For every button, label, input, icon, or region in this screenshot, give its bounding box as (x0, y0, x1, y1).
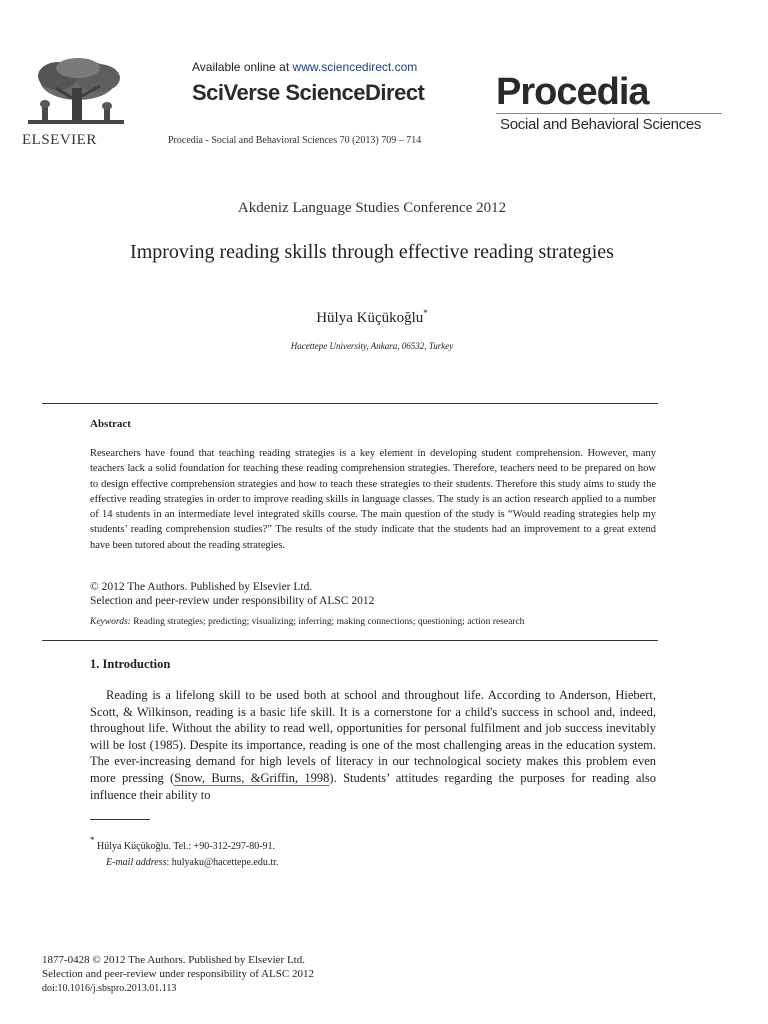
journal-reference: Procedia - Social and Behavioral Sciences 70 (2013) 709 – 714 (168, 135, 422, 146)
footnote-rule (90, 819, 150, 820)
tree-icon (20, 58, 132, 134)
footnote-email (106, 857, 278, 868)
sciencedirect-link[interactable]: www.sciencedirect.com (292, 60, 418, 74)
abstract-bottom-rule (42, 640, 658, 641)
keywords-line (90, 617, 524, 627)
author-footnote-mark[interactable]: * (423, 308, 428, 318)
keywords-label: Keywords: (90, 617, 131, 627)
available-prefix: Available online at (192, 60, 290, 74)
footer-doi[interactable]: doi:10.1016/j.sbspro.2013.01.113 (42, 983, 177, 994)
email-label: E-mail address (106, 857, 167, 868)
footer-peer-review: Selection and peer-review under responsibility of ALSC 2012 (42, 968, 314, 980)
procedia-title: Procedia (496, 71, 649, 113)
procedia-divider (496, 113, 722, 114)
procedia-subtitle: Social and Behavioral Sciences (500, 116, 702, 133)
intro-text-before: Reading is a lifelong skill to be used both at school and throughout life. According to Anderson, Hiebert, Scott, & Wilkinson, reading is a basic life skill. It is a cornerstone for a child's success in school and, indeed, throughout life. Without the ability to read well, opportunities for personal fulfilment and job success inevitably will be lost (1985). Despite its importance, reading is one of the most challenging areas in the education system. The ever-increasing demand for high levels of literacy in our technological society makes this problem even more pressing ( (90, 688, 656, 785)
paper-title: Improving reading skills through effective reading strategies (130, 241, 614, 263)
footer-issn: 1877-0428 © 2012 The Authors. Published by Elsevier Ltd. (42, 954, 305, 966)
author-name (0, 308, 744, 327)
intro-text-after: ). Students’ attitudes regarding the purposes for reading also influence their ability to (90, 770, 657, 802)
abstract-copyright: © 2012 The Authors. Published by Elsevier Ltd. (90, 581, 313, 593)
author-text: Hülya Küçükoğlu (316, 310, 424, 326)
abstract-heading: Abstract (90, 418, 131, 430)
keywords-list: Reading strategies; predicting; visualizing; inferring; making connections; questioning; action research (133, 617, 525, 627)
abstract-top-rule (42, 403, 658, 404)
footnote-contact: Hülya Küçükoğlu. Tel.: +90-312-297-80-91. (97, 841, 276, 852)
email-address[interactable]: : hulyaku@hacettepe.edu.tr. (166, 857, 279, 868)
publisher-name: ELSEVIER (22, 132, 97, 148)
introduction-body (90, 687, 656, 803)
conference-name: Akdeniz Language Studies Conference 2012 (237, 200, 507, 216)
introduction-heading: 1. Introduction (90, 657, 171, 671)
sciverse-logo-text: SciVerse ScienceDirect (192, 80, 425, 105)
availability-line (192, 60, 417, 74)
affiliation: Hacettepe University, Ankara, 06532, Turkey (290, 341, 454, 351)
abstract-body: Researchers have found that teaching reading strategies is a key element in developing student comprehension. However, many teachers lack a solid foundation for teaching these reading comprehension strategies. Therefore, teachers need to be prepared on how to design effective comprehension strategies and how to teach these strategies to their students. Therefore this study aims to study the effective reading strategies in order to improve reading skills in language classes. The study is an action research applied to a number of 14 students in an intermediate level integrated skills course. The main question of the study is “Would reading strategies help my students’ reading comprehension studies?” The results of the study indicate that the students had an improvement to a great extend have been tutored about the reading strategies. (90, 448, 656, 551)
citation-link[interactable]: Snow, Burns, &Griffin, 1998 (174, 770, 330, 785)
footnote-mark: * (90, 835, 95, 845)
abstract-peer-review: Selection and peer-review under responsibility of ALSC 2012 (90, 595, 375, 607)
